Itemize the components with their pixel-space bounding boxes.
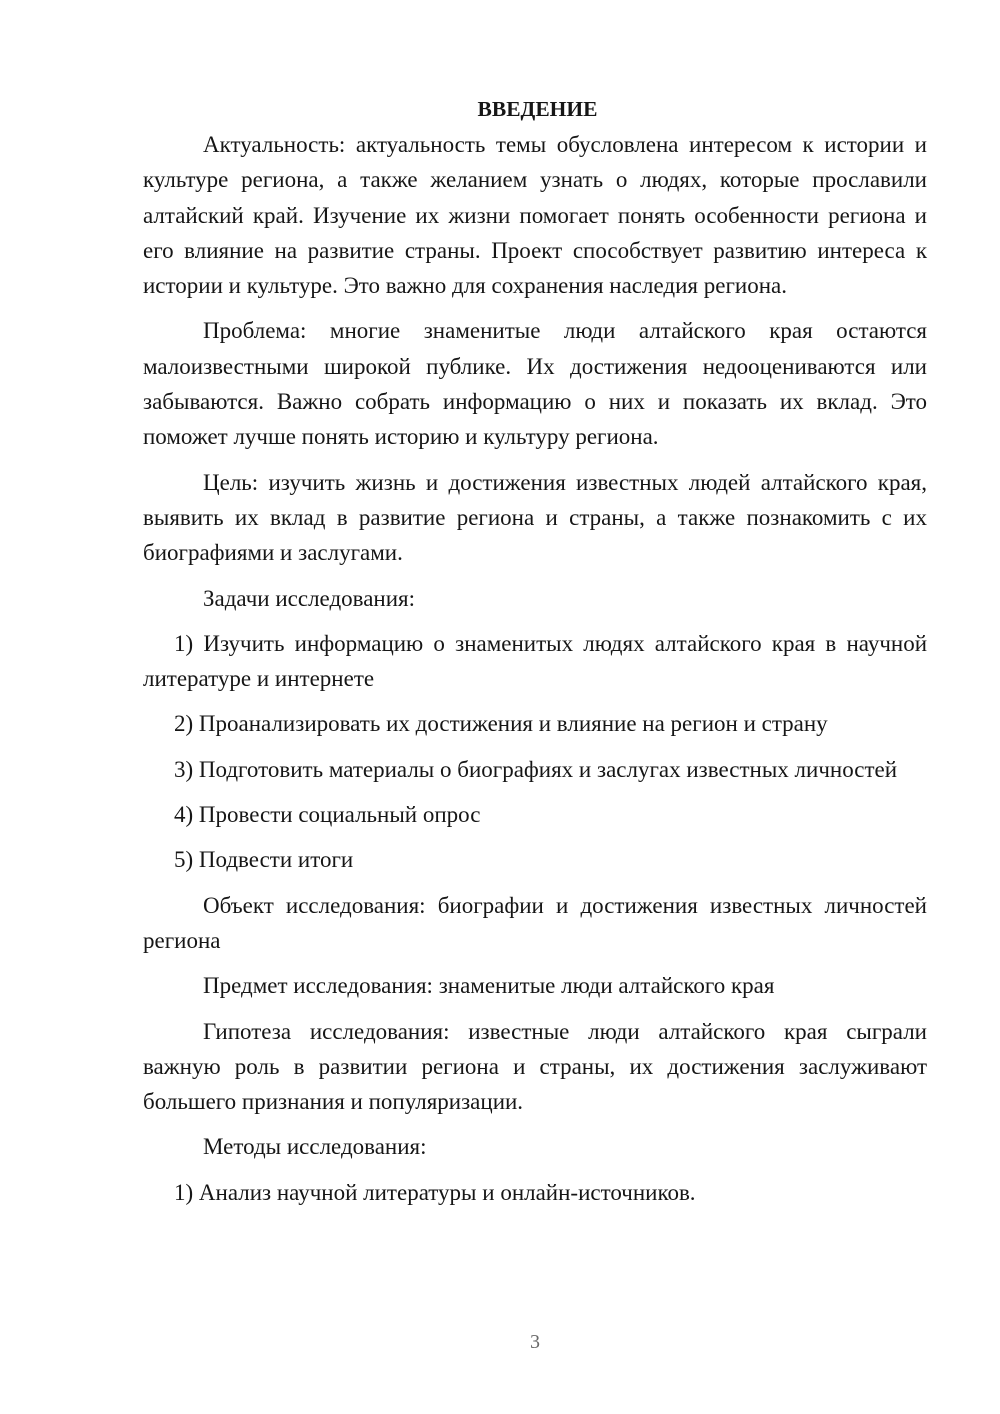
task-item-3: 3) Подготовить материалы о биографиях и заслугах известных личностей bbox=[174, 756, 898, 782]
task-item-4: 4) Провести социальный опрос bbox=[174, 802, 481, 828]
task-item-2: 2) Проанализировать их достижения и влияние на регион и страну bbox=[174, 711, 828, 737]
methods-heading: Методы исследования: bbox=[203, 1134, 427, 1160]
tasks-heading: Задачи исследования: bbox=[203, 585, 416, 611]
paragraph-problem: Проблема: многие знаменитые люди алтайского края остаются малоизвестными широкой публике. Их достижения недооцениваются или забываются. Важно собрать информацию о них и показать их вклад. Это поможет лучше понять историю и культуру региона. bbox=[143, 318, 927, 450]
method-item-1: 1) Анализ научной литературы и онлайн-источников. bbox=[174, 1179, 696, 1205]
paragraph-subject: Предмет исследования: знаменитые люди алтайского края bbox=[203, 973, 775, 999]
paragraph-goal: Цель: изучить жизнь и достижения известных людей алтайского края, выявить их вклад в развитие региона и страны, а также познакомить с их биографиями и заслугами. bbox=[143, 469, 927, 566]
page-title: ВВЕДЕНИЕ bbox=[477, 97, 598, 121]
task-item-5: 5) Подвести итоги bbox=[174, 847, 354, 873]
paragraph-object: Объект исследования: биографии и достижения известных личностей региона bbox=[143, 892, 927, 953]
page-content bbox=[143, 92, 927, 1210]
page-number: 3 bbox=[530, 1331, 540, 1353]
paragraph-hypothesis: Гипотеза исследования: известные люди алтайского края сыграли важную роль в развитии региона и страны, их достижения заслуживают большего признания и популяризации. bbox=[143, 1018, 927, 1115]
task-item-1: 1) Изучить информацию о знаменитых людях алтайского края в научной литературе и интернете bbox=[143, 630, 927, 692]
paragraph-relevance: Актуальность: актуальность темы обусловлена интересом к истории и культуре региона, а также желанием узнать о людях, которые прославили алтайский край. Изучение их жизни помогает понять особенности региона и его влияние на развитие страны. Проект способствует развитию интереса к истории и культуре. Это важно для сохранения наследия региона. bbox=[143, 132, 927, 299]
